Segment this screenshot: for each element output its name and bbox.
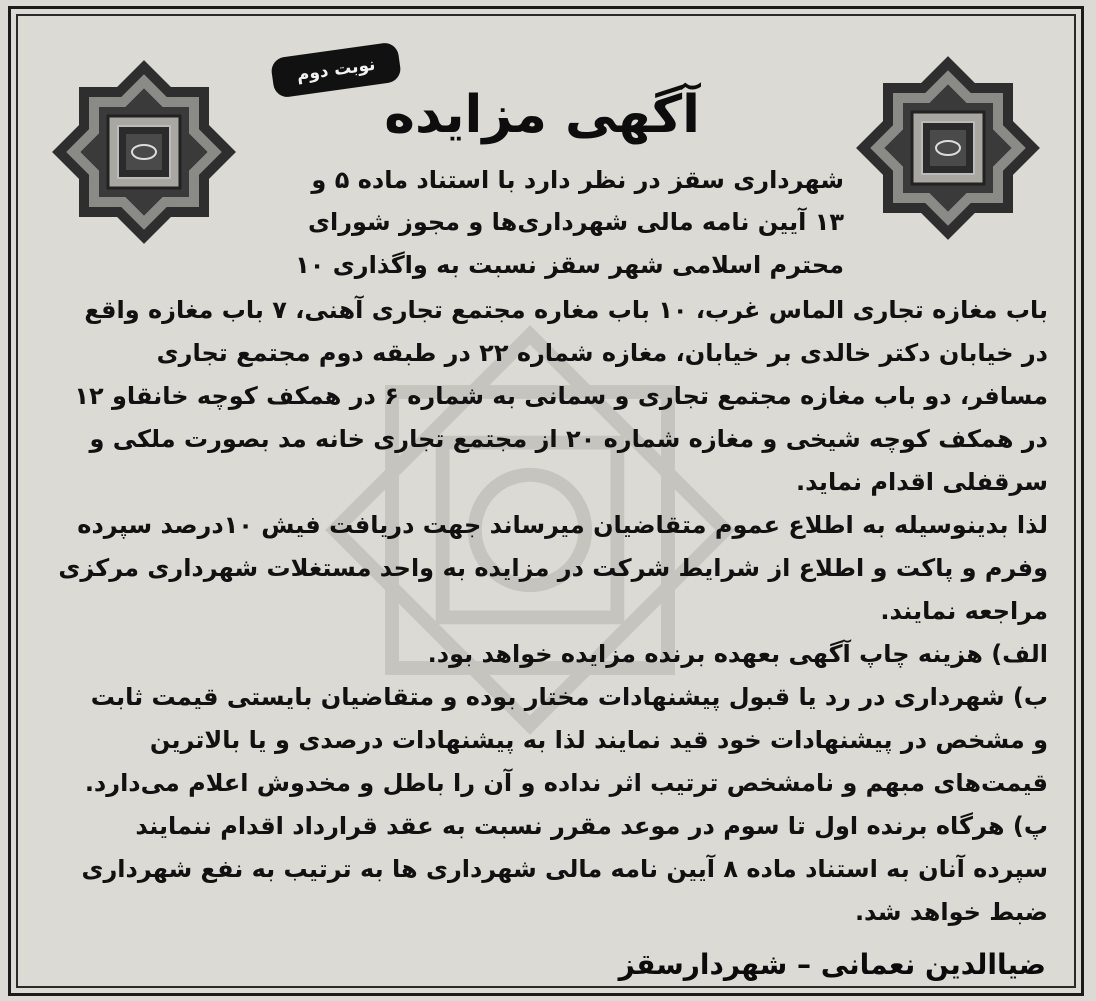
body-line: قیمت‌های مبهم و نامشخص ترتیب اثر نداده و آن را باطل و مخدوش اعلام می‌دارد. xyxy=(84,769,1048,797)
body-line: و مشخص در پیشنهادات خود قید نمایند لذا به پیشنهادات درصدی و یا بالاترین xyxy=(149,726,1048,754)
body-line: در همکف کوچه شیخی و مغازه شماره ۲۰ از مجتمع تجاری خانه مد بصورت ملکی و xyxy=(89,425,1048,453)
intro-line: ۱۳ آیین نامه مالی شهرداری‌ها و مجوز شورای xyxy=(307,208,844,236)
body-line: مراجعه نمایند. xyxy=(880,597,1048,625)
body-line: مسافر، دو باب مغازه مجتمع تجاری و سمانی به شماره ۶ در همکف کوچه خانقاو ۱۲ xyxy=(74,382,1048,410)
round-badge: نوبت دوم xyxy=(270,41,402,98)
body-line: سپرده آنان به استناد ماده ۸ آیین نامه مالی شهرداری ها به ترتیب به نفع شهرداری xyxy=(81,855,1048,883)
body-line: در خیابان دکتر خالدی بر خیابان، مغازه شماره ۲۲ در طبقه دوم مجتمع تجاری xyxy=(156,339,1048,367)
ad-title: آگهی مزایده xyxy=(384,85,700,145)
emblem-star-icon xyxy=(848,48,1048,248)
signature: ضیاالدین نعمانی – شهردارسقز xyxy=(618,948,1046,981)
body-line: ضبط خواهد شد. xyxy=(854,898,1048,926)
body-line: ب) شهرداری در رد یا قبول پیشنهادات مختار بوده و متقاضیان بایستی قیمت ثابت xyxy=(90,683,1048,711)
intro-line: محترم اسلامی شهر سقز نسبت به واگذاری ۱۰ xyxy=(295,251,844,279)
body-line: الف) هزینه چاپ آگهی بعهده برنده مزایده خواهد بود. xyxy=(427,640,1048,668)
body-line: پ) هرگاه برنده اول تا سوم در موعد مقرر نسبت به عقد قرارداد اقدام ننمایند xyxy=(135,812,1048,840)
emblem-star-icon xyxy=(44,52,244,252)
body-line: سرقفلی اقدام نماید. xyxy=(795,468,1048,496)
body-line: باب مغازه تجاری الماس غرب، ۱۰ باب مغاره مجتمع تجاری آهنی، ۷ باب مغازه واقع xyxy=(84,296,1048,324)
intro-line: شهرداری سقز در نظر دارد با استناد ماده ۵ و xyxy=(311,166,844,194)
body-line: لذا بدینوسیله به اطلاع عموم متقاضیان میرساند جهت دریافت فیش ۱۰درصد سپرده xyxy=(77,511,1048,539)
body-line: وفرم و پاکت و اطلاع از شرایط شرکت در مزایده به واحد مستغلات شهرداری مرکزی xyxy=(58,554,1048,582)
